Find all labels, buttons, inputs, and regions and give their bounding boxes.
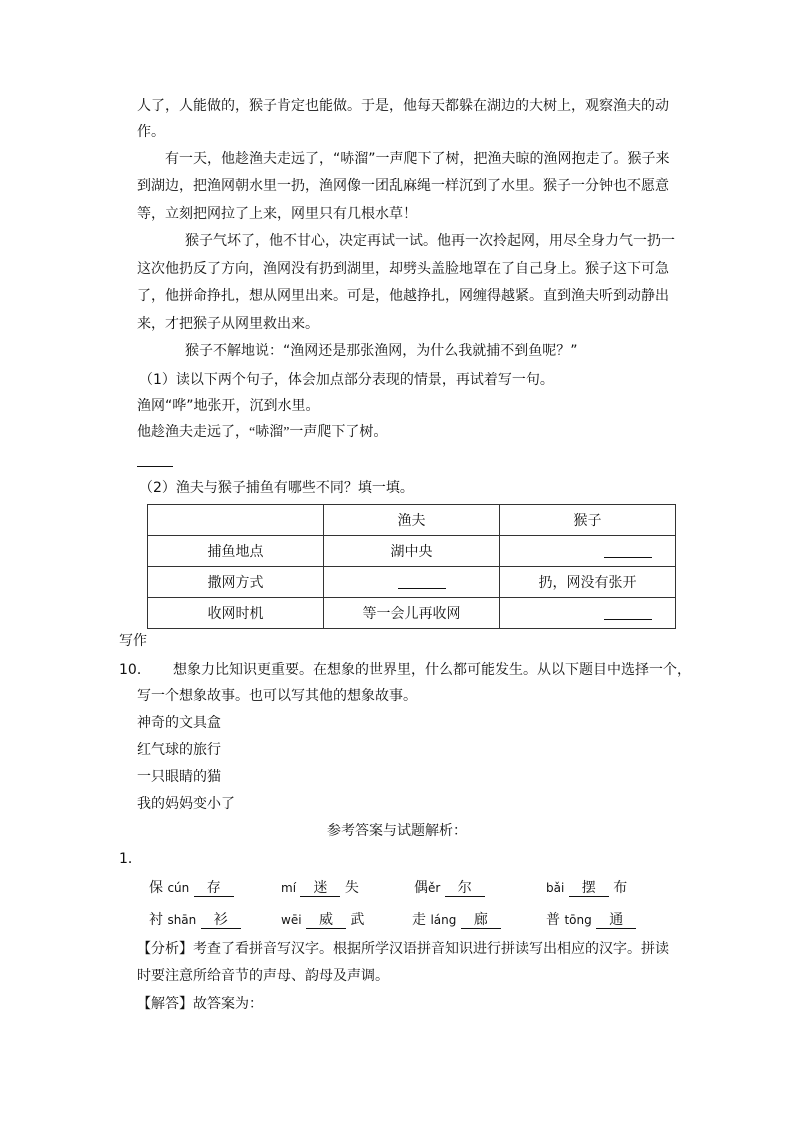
- pinyin-item: [149, 879, 234, 897]
- pinyin-suffix: 失: [340, 880, 359, 896]
- row-label: 捕鱼地点: [148, 536, 324, 567]
- fill-blank[interactable]: [604, 607, 652, 620]
- fisher-cell[interactable]: [324, 567, 500, 598]
- pinyin-item: [546, 879, 627, 897]
- monkey-cell: 扔，网没有张开: [500, 567, 676, 598]
- answer-char: 迷: [300, 880, 340, 897]
- fill-blank[interactable]: [398, 576, 446, 589]
- answer-number: 1．: [119, 851, 142, 867]
- example-sentence-1: 渔网“哗”地张开，沉到水里。: [137, 398, 320, 414]
- fill-blank[interactable]: [604, 545, 652, 558]
- pinyin-syllable: ěr: [428, 881, 441, 895]
- story-line: 人了，人能做的，猴子肯定也能做。于是，他每天都躲在湖边的大树上，观察渔夫的动: [137, 98, 669, 114]
- story-line: 作。: [137, 124, 165, 140]
- table-header-cell: 渔夫: [324, 505, 500, 536]
- writing-topic: 一只眼睛的猫: [137, 769, 221, 785]
- story-line: 来，才把猴子从网里救出来。: [137, 316, 319, 332]
- table-row: [148, 536, 676, 567]
- row-label: 撒网方式: [148, 567, 324, 598]
- pinyin-item: [281, 879, 359, 897]
- story-line: 猴子不解地说：“渔网还是那张渔网，为什么我就捕不到鱼呢？”: [185, 343, 578, 359]
- comparison-table: [147, 504, 676, 629]
- table-header-cell: [148, 505, 324, 536]
- writing-topic: 红气球的旅行: [137, 742, 221, 758]
- story-line: 这次他扔反了方向，渔网没有扔到湖里，却劈头盖脸地罩在了自己身上。猴子这下可急: [137, 261, 669, 277]
- section-heading: 写作: [119, 633, 147, 649]
- question-number: 10．: [119, 662, 151, 678]
- pinyin-syllable: mí: [281, 881, 297, 895]
- pinyin-prefix: 偶: [414, 880, 428, 896]
- writing-topic: 我的妈妈变小了: [137, 796, 235, 812]
- pinyin-prefix: 走: [412, 912, 431, 928]
- pinyin-syllable: cún: [167, 881, 190, 895]
- pinyin-item: [546, 911, 636, 929]
- fisher-cell: 湖中央: [324, 536, 500, 567]
- answer-char: 存: [194, 880, 234, 897]
- fisher-cell: 等一会儿再收网: [324, 598, 500, 629]
- solution-line: 【解答】故答案为：: [137, 996, 263, 1012]
- monkey-cell[interactable]: [500, 598, 676, 629]
- pinyin-syllable: wēi: [281, 913, 302, 927]
- analysis-line: 时要注意所给音节的声母、韵母及声调。: [137, 968, 389, 984]
- answer-char: 衫: [201, 912, 241, 929]
- answer-char: 尔: [445, 880, 485, 897]
- table-row: [148, 567, 676, 598]
- answer-char: 廊: [461, 912, 501, 929]
- analysis-line: 【分析】考查了看拼音写汉字。根据所学汉语拼音知识进行拼读写出相应的汉字。拼读: [137, 941, 669, 957]
- answers-title: 参考答案与试题解析：: [327, 823, 467, 839]
- table-header-row: [148, 505, 676, 536]
- pinyin-suffix: 布: [608, 880, 628, 896]
- answer-char: 摆: [569, 880, 609, 897]
- answer-blank-line[interactable]: [137, 466, 173, 467]
- pinyin-prefix: 衬: [149, 912, 168, 928]
- writing-prompt-line: 写一个想象故事。也可以写其他的想象故事。: [137, 688, 417, 704]
- story-line: 到湖边，把渔网朝水里一扔，渔网像一团乱麻绳一样沉到了水里。猴子一分钟也不愿意: [137, 178, 669, 194]
- pinyin-syllable: shān: [167, 913, 197, 927]
- table-header-cell: 猴子: [500, 505, 676, 536]
- story-line: 猴子气坏了，他不甘心，决定再试一试。他再一次拎起网，用尽全身力气一扔一: [185, 233, 675, 249]
- pinyin-syllable: bǎi: [546, 881, 565, 895]
- pinyin-item: [412, 911, 501, 929]
- table-row: [148, 598, 676, 629]
- writing-prompt-line: 想象力比知识更重要。在想象的世界里，什么都可能发生。从以下题目中选择一个，: [173, 662, 691, 678]
- answer-char: 通: [596, 912, 636, 929]
- writing-topic: 神奇的文具盒: [137, 715, 221, 731]
- story-line: 等，立刻把网拉了上来，网里只有几根水草！: [137, 206, 417, 222]
- question-2-prompt: （2）渔夫与猴子捕鱼有哪些不同？填一填。: [139, 480, 414, 496]
- question-1-prompt: （1）读以下两个句子，体会加点部分表现的情景，再试着写一句。: [139, 372, 554, 388]
- pinyin-item: [281, 911, 364, 929]
- pinyin-item: [414, 879, 485, 897]
- monkey-cell[interactable]: [500, 536, 676, 567]
- pinyin-syllable: láng: [430, 913, 457, 927]
- row-label: 收网时机: [148, 598, 324, 629]
- pinyin-item: [149, 911, 241, 929]
- pinyin-prefix: 普: [546, 912, 565, 928]
- example-sentence-2: 他趁渔夫走远了，“哧溜”一声爬下了树。: [137, 425, 388, 440]
- pinyin-suffix: 武: [345, 912, 365, 928]
- answer-char: 威: [306, 912, 346, 929]
- pinyin-syllable: tōng: [564, 913, 592, 927]
- story-line: 了，他拼命挣扎，想从网里出来。可是，他越挣扎，网缠得越紧。直到渔夫听到动静出: [137, 288, 669, 304]
- story-line: 有一天，他趁渔夫走远了，“哧溜”一声爬下了树，把渔夫晾的渔网抱走了。猴子来: [165, 151, 670, 167]
- pinyin-prefix: 保: [149, 880, 168, 896]
